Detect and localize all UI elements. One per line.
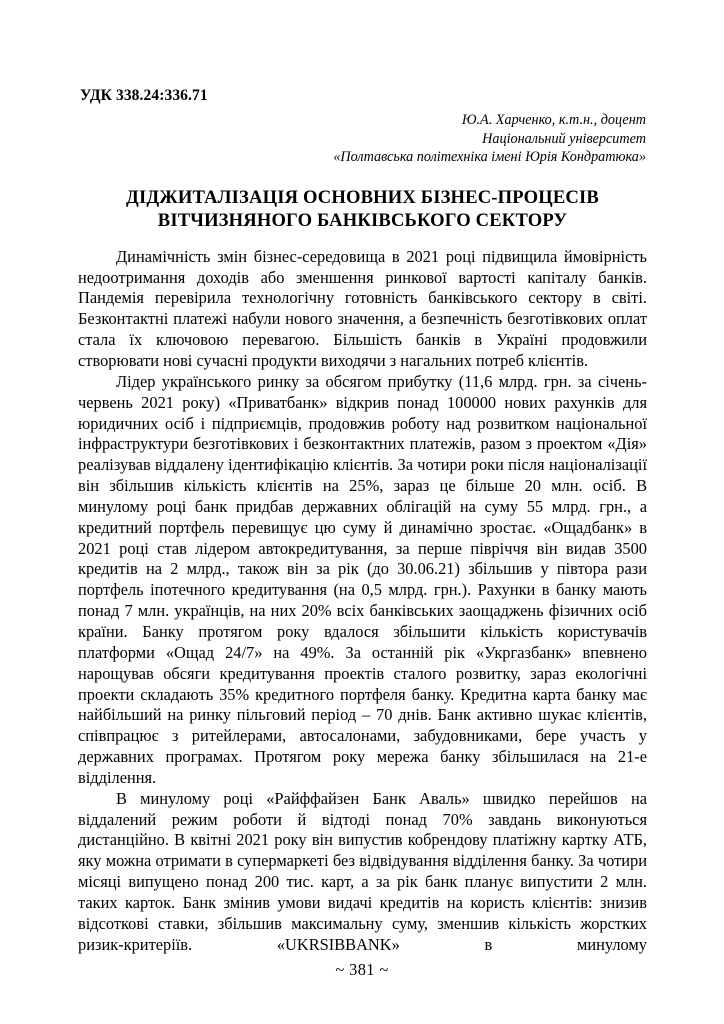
page-content [78,86,647,976]
paragraph-3: В минулому році «Райффайзен Банк Аваль» швидко перейшов на віддалений режим роботи й відтоді понад 70% завдань виконуються дистанційно. В квітні 2021 року він випустив кобрендову платіжну картку АТБ, яку можна отримати в супермаркеті без відвідування відділення банку. За чотири місяці випущено понад 200 тис. карт, а за рік банк планує випустити 2 млн. таких карток. Банк змінив умови видачі кредитів на користь клієнтів: знизив відсоткові ставки, збільшив максимальну суму, зменшив кількість жорстких ризик-критеріїв. «UKRSIBBANK» в минулому [78,788,647,954]
author-affiliation-block [78,111,647,167]
title-line-2: ВІТЧИЗНЯНОГО БАНКІВСЬКОГО СЕКТОРУ [157,210,568,232]
udk-code: УДК 338.24:336.71 [80,87,208,104]
author-name: Ю.А. Харченко, к.т.н., доцент [461,112,646,128]
affiliation-line-2: «Полтавська політехніка імені Юрія Кондратюка» [333,149,646,166]
page-number-footer: ~ 381 ~ [335,960,389,979]
page-title [78,186,647,233]
paragraph-2: Лідер українського ринку за обсягом прибутку (11,6 млрд. грн. за січень-червень 2021 року) «Приватбанк» відкрив понад 100000 нових рахунків для юридичних осіб і підприємців, продовжив роботу над розвитком національної інфраструктури безготівкових і безконтактних платежів, разом з проектом «Дія» реалізував віддалену ідентифікацію клієнтів. За чотири роки після націоналізації він збільшив кількість клієнтів на 25%, зараз це більше 20 млн. осіб. В минулому році банк придбав державних облігацій на суму 55 млрд. грн., а кредитний портфель перевищує цю суму й динамічно зростає. «Ощадбанк» в 2021 році став лідером автокредитування, за перше півріччя він видав 3500 кредитів на 2 млрд., також він за рік (до 30.06.21) збільшив у півтора рази портфель іпотечного кредитування (на 0,5 млрд. грн.). Рахунки в банку мають понад 7 млн. українців, на них 20% всіх банківських заощаджень фізичних осіб країни. Банку протягом року вдалося збільшити кількість користувачів платформи «Ощад 24/7» на 49%. За останній рік «Укргазбанк» впевнено нарощував обсяги кредитування проектів сталого розвитку, зараз екологічні проекти складають 35% кредитного портфеля банку. Кредитна карта банку має найбільший на ринку пільговий період – 70 днів. Банк активно шукає клієнтів, співпрацює з ритейлерами, автосалонами, забудовниками, бере участь у державних програмах. Протягом року мережа банку збільшилася на 21-е відділення. [78,371,647,787]
title-line-1: ДІДЖИТАЛІЗАЦІЯ ОСНОВНИХ БІЗНЕС-ПРОЦЕСІВ [126,186,599,208]
affiliation-line-1: Національний університет [482,130,646,147]
body-text [78,247,647,977]
paragraph-1: Динамічність змін бізнес-середовища в 2021 році підвищила ймовірність недоотримання доходів або зменшення ринкової вартості капіталу банків. Пандемія перевірила технологічну готовність банківського сектору в світі. Безконтактні платежі набули нового значення, а безпечність безготівкових оплат стала їх ключовою перевагою. Більшість банків в Україні продовжили створювати нові сучасні продукти виходячи з нагальних потреб клієнтів. [78,246,647,370]
